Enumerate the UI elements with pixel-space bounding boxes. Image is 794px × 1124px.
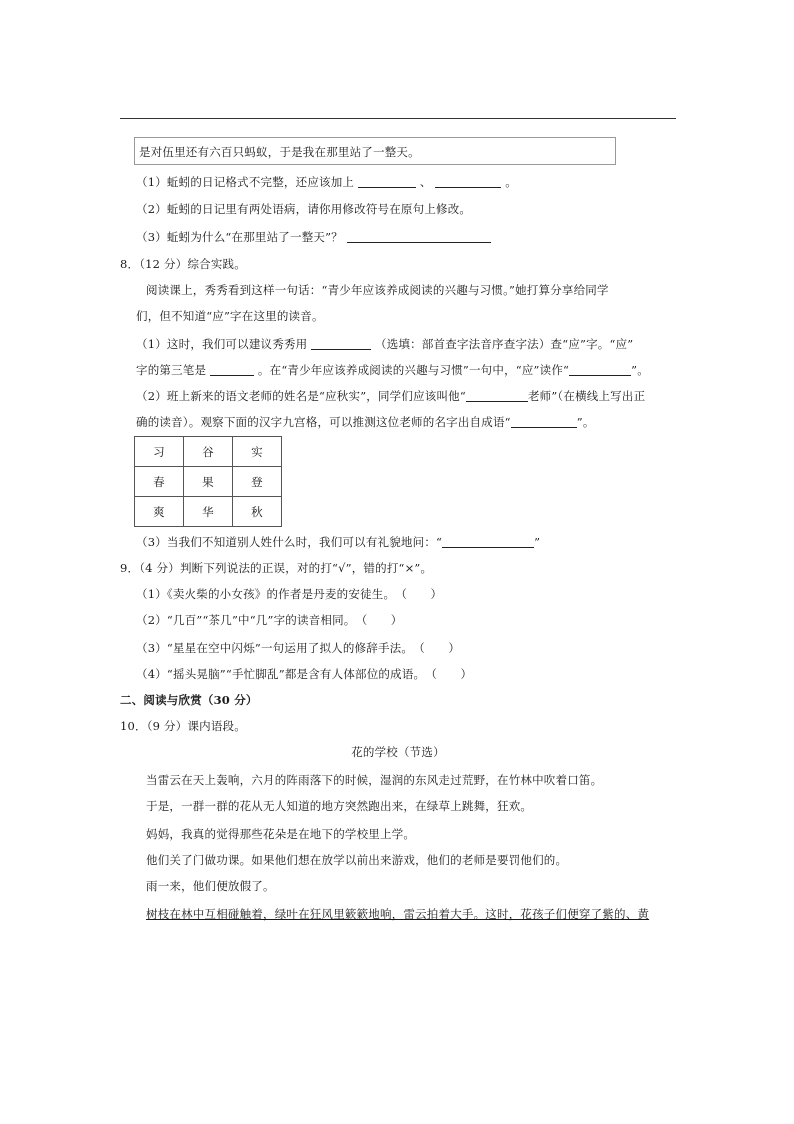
- q8-intro-line1: 阅读课上，秀秀看到这样一句话：“青少年应该养成阅读的兴趣与习惯。”她打算分享给同学: [146, 283, 609, 297]
- answer-blank[interactable]: [210, 363, 254, 376]
- header-rule: [120, 118, 676, 119]
- grid-row: [135, 497, 282, 527]
- grid-cell: 爽: [135, 497, 184, 527]
- q7-sub3: （3）蚯蚓为什么“在那里站了一整天”？: [136, 229, 491, 245]
- q7-sub2: （2）蚯蚓的日记里有两处语病，请你用修改符号在原句上修改。: [136, 202, 472, 216]
- passage-paragraph: 他们关了门做功课。如果他们想在放学以前出来游戏，他们的老师是要罚他们的。: [146, 853, 568, 867]
- q7-sub1: （1）蚯蚓的日记格式不完整，还应该加上 、 。: [136, 175, 517, 189]
- grid-cell: 谷: [184, 437, 233, 467]
- grid-row: [135, 467, 282, 497]
- q8-sub3: （3）当我们不知道别人姓什么时，我们可以有礼貌地问：“ ”: [136, 535, 541, 549]
- answer-blank[interactable]: [311, 337, 371, 350]
- passage-title: 花的学校（节选）: [351, 745, 445, 759]
- underlined-sentence: 树枝在林中互相碰触着，绿叶在狂风里簌簌地响，雷云拍着大手。这时，花孩子们便穿了紫的、黄: [146, 907, 650, 921]
- q9-header: 9．（4 分）判断下列说法的正误，对的打“√”，错的打“×”。: [120, 561, 433, 575]
- quoted-diary-box: [134, 137, 616, 165]
- passage-paragraph: 当雷云在天上轰响，六月的阵雨落下的时候，湿润的东风走过荒野，在竹林中吹着口笛。: [146, 773, 603, 787]
- q10-header: 10．（9 分）课内语段。: [120, 719, 246, 733]
- passage-paragraph: 妈妈，我真的觉得那些花朵是在地下的学校里上学。: [146, 827, 416, 841]
- answer-blank[interactable]: [347, 230, 491, 243]
- q8-sub2-line2: 确的读音）。观察下面的汉字九宫格，可以推测这位老师的名字出自成语“ ”。: [136, 415, 595, 429]
- answer-blank[interactable]: [569, 363, 631, 376]
- answer-blank[interactable]: [435, 175, 501, 188]
- q8-header: 8．（12 分）综合实践。: [120, 257, 246, 271]
- q8-sub2-line1: （2）班上新来的语文老师的姓名是“应秋实”，同学们应该叫他“ 老师”（在横线上写出正: [136, 389, 646, 403]
- grid-cell: 春: [135, 467, 184, 497]
- q9-item: （3）“星星在空中闪烁”一句运用了拟人的修辞手法。 （ ）: [136, 641, 461, 655]
- grid-cell: 登: [233, 467, 282, 497]
- grid-cell: 实: [233, 437, 282, 467]
- grid-cell: 华: [184, 497, 233, 527]
- section-title: 二、阅读与欣赏（30 分）: [120, 693, 258, 707]
- q9-item: （4）“摇头晃脑”“手忙脚乱”都是含有人体部位的成语。 （ ）: [136, 667, 473, 681]
- passage-paragraph: 于是，一群一群的花从无人知道的地方突然跑出来，在绿草上跳舞，狂欢。: [146, 799, 533, 813]
- grid-cell: 果: [184, 467, 233, 497]
- grid-cell: 习: [135, 437, 184, 467]
- character-grid: [134, 436, 282, 527]
- grid-cell: 秋: [233, 497, 282, 527]
- q8-sub1-line2: 字的第三笔是 。在“青少年应该养成阅读的兴趣与习惯”一句中，“应”读作“ ”。: [136, 363, 649, 377]
- answer-blank[interactable]: [442, 535, 534, 548]
- q9-item: （1）《卖火柴的小女孩》的作者是丹麦的安徒生。 （ ）: [136, 587, 443, 601]
- q8-sub1-line1: （1）这时，我们可以建议秀秀用 （选填：部首查字法音序查字法）查“应”字。“应”: [136, 337, 634, 351]
- passage-paragraph: 雨一来，他们便放假了。: [146, 879, 275, 893]
- box-text: 是对伍里还有六百只蚂蚁，于是我在那里站了一整天。: [139, 145, 420, 159]
- q8-intro-line2: 们，但不知道“应”字在这里的读音。: [136, 309, 324, 323]
- grid-row: [135, 437, 282, 467]
- answer-blank[interactable]: [466, 389, 528, 402]
- q9-item: （2）“几百”“茶几”中“几”字的读音相同。 （ ）: [136, 613, 403, 627]
- answer-blank[interactable]: [511, 415, 577, 428]
- answer-blank[interactable]: [358, 175, 416, 188]
